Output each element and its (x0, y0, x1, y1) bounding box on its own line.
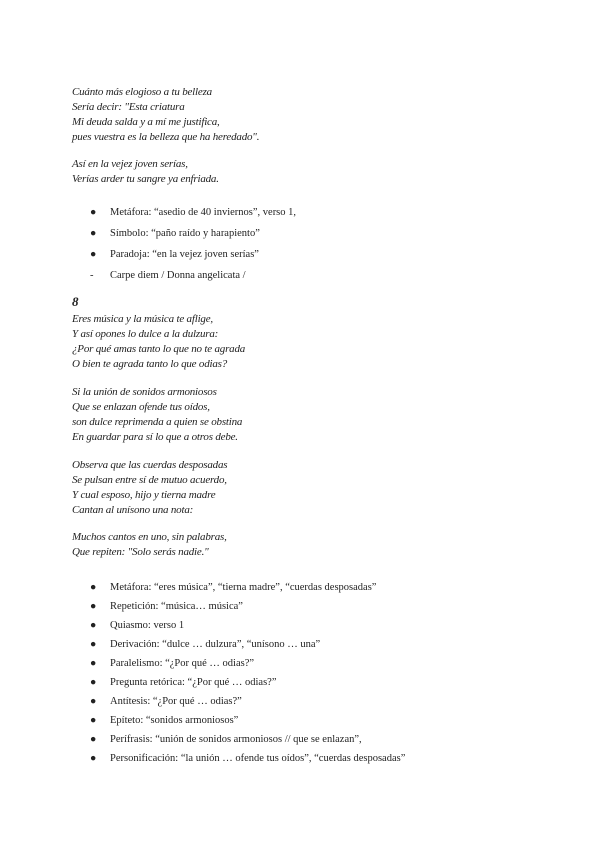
list-item-text: Perífrasis: “unión de sonidos armoniosos // que se enlazan”, (110, 734, 362, 745)
bullet-icon: ● (90, 207, 97, 218)
list-item-text: Personificación: “la unión … ofende tus oídos”, “cuerdas desposadas” (110, 753, 406, 764)
list-item-text: Pregunta retórica: “¿Por qué … odias?” (110, 677, 277, 688)
poem-stanza (72, 385, 242, 445)
bullet-icon: ● (90, 249, 97, 260)
list-item-text: Quiasmo: verso 1 (110, 620, 185, 631)
list-item-text: Metáfora: “asedio de 40 inviernos”, verso 1, (110, 207, 297, 218)
bullet-icon: ● (90, 620, 97, 631)
bullet-icon: ● (90, 715, 97, 726)
bullet-icon: ● (90, 658, 97, 669)
list-item (88, 734, 405, 753)
list-item (88, 249, 296, 270)
list-item-text: Paradoja: “en la vejez joven serías” (110, 249, 259, 260)
bullet-icon: ● (90, 734, 97, 745)
list-item (88, 677, 405, 696)
list-item-text: Paralelismo: “¿Por qué … odias?” (110, 658, 255, 669)
poem-line: Sería decir: "Esta criatura (72, 101, 185, 113)
poem-stanza (72, 530, 227, 560)
poem-stanza (72, 458, 227, 518)
bullet-icon: ● (90, 228, 97, 239)
list-item-text: Símbolo: “paño raído y harapiento” (110, 228, 260, 239)
list-item-text: Epíteto: “sonidos armoniosos” (110, 715, 239, 726)
poem-line: Mi deuda salda y a mí me justifica, (72, 116, 220, 128)
list-item (88, 270, 296, 291)
list-item (88, 601, 405, 620)
list-item (88, 582, 405, 601)
list-item-text: Metáfora: “eres música”, “tierna madre”, “cuerdas desposadas” (110, 582, 377, 593)
poem-line: Observa que las cuerdas desposadas (72, 459, 228, 471)
list-item (88, 696, 405, 715)
bullet-icon: ● (90, 582, 97, 593)
figures-list (88, 582, 405, 772)
poem-line: Y cual esposo, hijo y tierna madre (72, 489, 216, 501)
list-item (88, 207, 296, 228)
list-item (88, 228, 296, 249)
bullet-icon: ● (90, 753, 97, 764)
poem-stanza (72, 85, 259, 145)
poem-line: Eres música y la música te aflige, (72, 313, 213, 325)
poem-stanza (72, 312, 245, 372)
poem-line: Muchos cantos en uno, sin palabras, (72, 531, 227, 543)
poem-line: Cantan al unísono una nota: (72, 504, 194, 516)
bullet-icon: ● (90, 677, 97, 688)
bullet-icon: ● (90, 696, 97, 707)
dash-icon: - (90, 270, 94, 281)
poem-line: Así en la vejez joven serías, (72, 158, 188, 170)
poem-line: pues vuestra es la belleza que ha heredado". (72, 131, 260, 143)
poem-line: Que repiten: "Solo serás nadie." (72, 546, 209, 558)
poem-line: ¿Por qué amas tanto lo que no te agrada (72, 343, 246, 355)
bullet-icon: ● (90, 601, 97, 612)
poem-line: Verías arder tu sangre ya enfriada. (72, 173, 219, 185)
list-item (88, 620, 405, 639)
list-item (88, 753, 405, 772)
list-item-text: Antítesis: “¿Por qué … odias?” (110, 696, 242, 707)
poem-line: Cuánto más elogioso a tu belleza (72, 86, 212, 98)
poem-line: O bien te agrada tanto lo que odias? (72, 358, 228, 370)
poem-line: Y así opones lo dulce a la dulzura: (72, 328, 219, 340)
list-item-text: Derivación: “dulce … dulzura”, “unísono … una” (110, 639, 321, 650)
section-number: 8 (72, 294, 79, 309)
list-item-text: Repetición: “música… música” (110, 601, 243, 612)
poem-line: son dulce reprimenda a quien se obstina (72, 416, 243, 428)
list-item-text: Carpe diem / Donna angelicata / (110, 270, 246, 281)
figures-list (88, 207, 296, 291)
list-item (88, 658, 405, 677)
poem-line: Si la unión de sonidos armoniosos (72, 386, 217, 398)
bullet-icon: ● (90, 639, 97, 650)
poem-line: En guardar para sí lo que a otros debe. (72, 431, 238, 443)
poem-stanza (72, 157, 219, 187)
poem-line: Que se enlazan ofende tus oídos, (72, 401, 210, 413)
list-item (88, 639, 405, 658)
poem-line: Se pulsan entre sí de mutuo acuerdo, (72, 474, 227, 486)
list-item (88, 715, 405, 734)
